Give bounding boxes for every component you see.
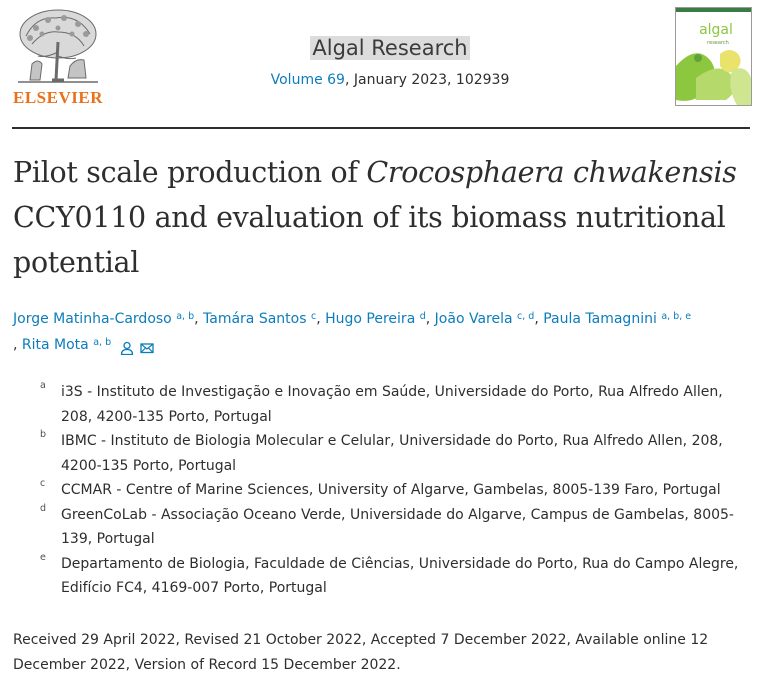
author-separator: , [316, 311, 326, 327]
author-link[interactable]: Tamára Santos $^c$ [203, 311, 317, 327]
affiliation-text: CCMAR - Centre of Marine Sciences, University of Algarve, Gambelas, 8005-139 Faro, Portugal [61, 482, 721, 498]
author-contact-icons [120, 338, 154, 352]
affiliation-item [40, 503, 750, 552]
cover-subtitle: research [707, 40, 729, 46]
cover-title: algal [699, 22, 733, 38]
affiliation-text: GreenCoLab - Associação Oceano Verde, Universidade do Algarve, Campus de Gambelas, 8005-139, Portugal [61, 506, 734, 547]
affiliation-label: a [40, 380, 46, 391]
affiliation-item [40, 552, 750, 601]
affiliation-label: e [40, 551, 46, 563]
volume-link[interactable]: Volume 69 [270, 72, 345, 88]
article-header [0, 0, 780, 128]
author-list [13, 306, 763, 358]
author-separator: , [425, 311, 435, 327]
affiliation-text: IBMC - Instituto de Biologia Molecular e Celular, Universidade do Porto, Rua Alfredo Allen, 208, 4200-135 Porto, Portugal [61, 433, 723, 474]
journal-cover-thumbnail[interactable] [675, 7, 752, 106]
affiliation-item [40, 478, 750, 503]
author-link[interactable]: Paula Tamagnini $^{a, b, e}$ [543, 311, 692, 327]
issue-details: , January 2023, 102939 [344, 72, 510, 88]
person-icon[interactable] [120, 338, 134, 352]
affiliation-item [40, 429, 750, 478]
author-link[interactable]: João Varela $^{c, d}$ [434, 311, 535, 327]
affiliation-list [40, 380, 750, 601]
affiliation-item [40, 380, 750, 429]
author-separator: , [534, 311, 544, 327]
header-divider [12, 127, 750, 129]
affiliation-text: i3S - Instituto de Investigação e Inovação em Saúde, Universidade do Porto, Rua Alfredo Allen, 208, 4200-135 Porto, Portugal [61, 384, 723, 425]
title-part-2: CCY0110 and evaluation of its biomass nutritional potential [13, 201, 726, 279]
affiliation-text: Departamento de Biologia, Faculdade de Ciências, Universidade do Porto, Rua do Campo Alegre, Edifício FC4, 4169-007 Porto, Portugal [61, 555, 739, 596]
author-link[interactable]: Hugo Pereira $^d$ [325, 311, 426, 327]
journal-title-text[interactable]: Algal Research [312, 36, 468, 60]
author-separator: , [13, 337, 22, 353]
author-separator: , [194, 311, 204, 327]
article-history-dates: Received 29 April 2022, Revised 21 October 2022, Accepted 7 December 2022, Available online 12 December 2022, Version of Record 15 December 2022. [13, 632, 709, 673]
affiliation-label: d [40, 502, 47, 514]
title-part-1: Pilot scale production of [13, 156, 367, 189]
article-title [13, 150, 763, 285]
journal-title[interactable] [0, 36, 780, 60]
title-species-italic: Crocosphaera chwakensis [366, 156, 737, 189]
corresponding-author-link[interactable]: Rita Mota $^{a, b}$ [21, 337, 112, 353]
affiliation-label: c [40, 478, 46, 489]
author-link[interactable]: Jorge Matinha-Cardoso $^{a, b}$ [13, 311, 195, 327]
affiliation-label: b [40, 429, 47, 440]
publisher-name: ELSEVIER [13, 88, 103, 107]
mail-icon[interactable] [140, 338, 154, 352]
issue-line [0, 72, 780, 88]
